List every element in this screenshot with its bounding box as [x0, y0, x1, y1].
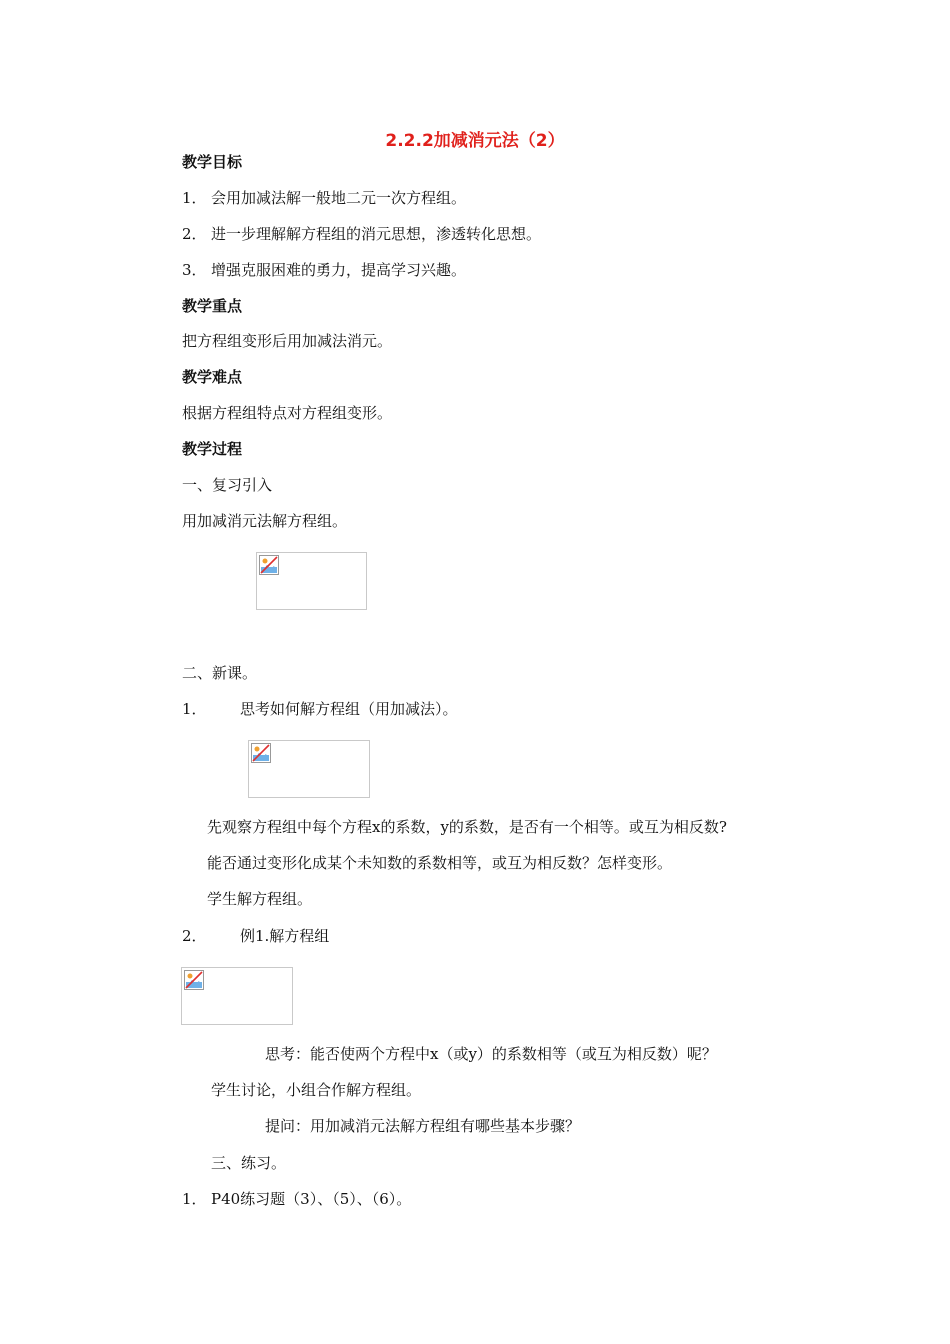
difficulty-heading: 教学难点 — [182, 368, 243, 386]
think-text: 思考：能否使两个方程中x（或y）的系数相等（或互为相反数）呢？ — [265, 1045, 717, 1063]
objective-text: 进一步理解解方程组的消元思想，渗透转化思想。 — [211, 225, 542, 243]
key-point-heading: 教学重点 — [182, 297, 243, 315]
item-text: 例1.解方程组 — [240, 927, 330, 945]
objective-text: 增强克服困难的勇力，提高学习兴趣。 — [211, 261, 467, 279]
item-number: 1． — [182, 700, 207, 718]
practice-heading: 三、练习。 — [211, 1154, 287, 1172]
broken-image-icon — [259, 555, 279, 575]
ask-text: 提问：用加减消元法解方程组有哪些基本步骤？ — [265, 1117, 581, 1135]
observe-text: 先观察方程组中每个方程x的系数，y的系数，是否有一个相等。或互为相反数? — [207, 818, 727, 836]
objective-number: 3． — [182, 261, 207, 279]
review-heading: 一、复习引入 — [182, 476, 273, 494]
difficulty-text: 根据方程组特点对方程组变形。 — [182, 404, 393, 422]
process-heading: 教学过程 — [182, 440, 243, 458]
discuss-text: 学生讨论，小组合作解方程组。 — [211, 1081, 422, 1099]
objective-number: 1． — [182, 189, 207, 207]
new-lesson-heading: 二、新课。 — [182, 664, 258, 682]
review-text: 用加减消元法解方程组。 — [182, 512, 348, 530]
objectives-heading: 教学目标 — [182, 153, 243, 171]
item-number: 1． — [182, 1190, 207, 1208]
objective-number: 2． — [182, 225, 207, 243]
item-number: 2． — [182, 927, 207, 945]
equation-image-2 — [248, 740, 370, 798]
key-point-text: 把方程组变形后用加减法消元。 — [182, 332, 393, 350]
transform-text: 能否通过变形化成某个未知数的系数相等，或互为相反数？怎样变形。 — [207, 854, 673, 872]
item-text: 思考如何解方程组（用加减法）。 — [240, 700, 458, 718]
equation-image-3 — [181, 967, 293, 1025]
solve-text: 学生解方程组。 — [207, 890, 313, 908]
objective-text: 会用加减法解一般地二元一次方程组。 — [211, 189, 467, 207]
item-text: P40练习题（3）、（5）、（6）。 — [211, 1190, 412, 1208]
equation-image-1 — [256, 552, 367, 610]
broken-image-icon — [251, 743, 271, 763]
document-title: 2.2.2加减消元法（2） — [385, 131, 565, 151]
broken-image-icon — [184, 970, 204, 990]
